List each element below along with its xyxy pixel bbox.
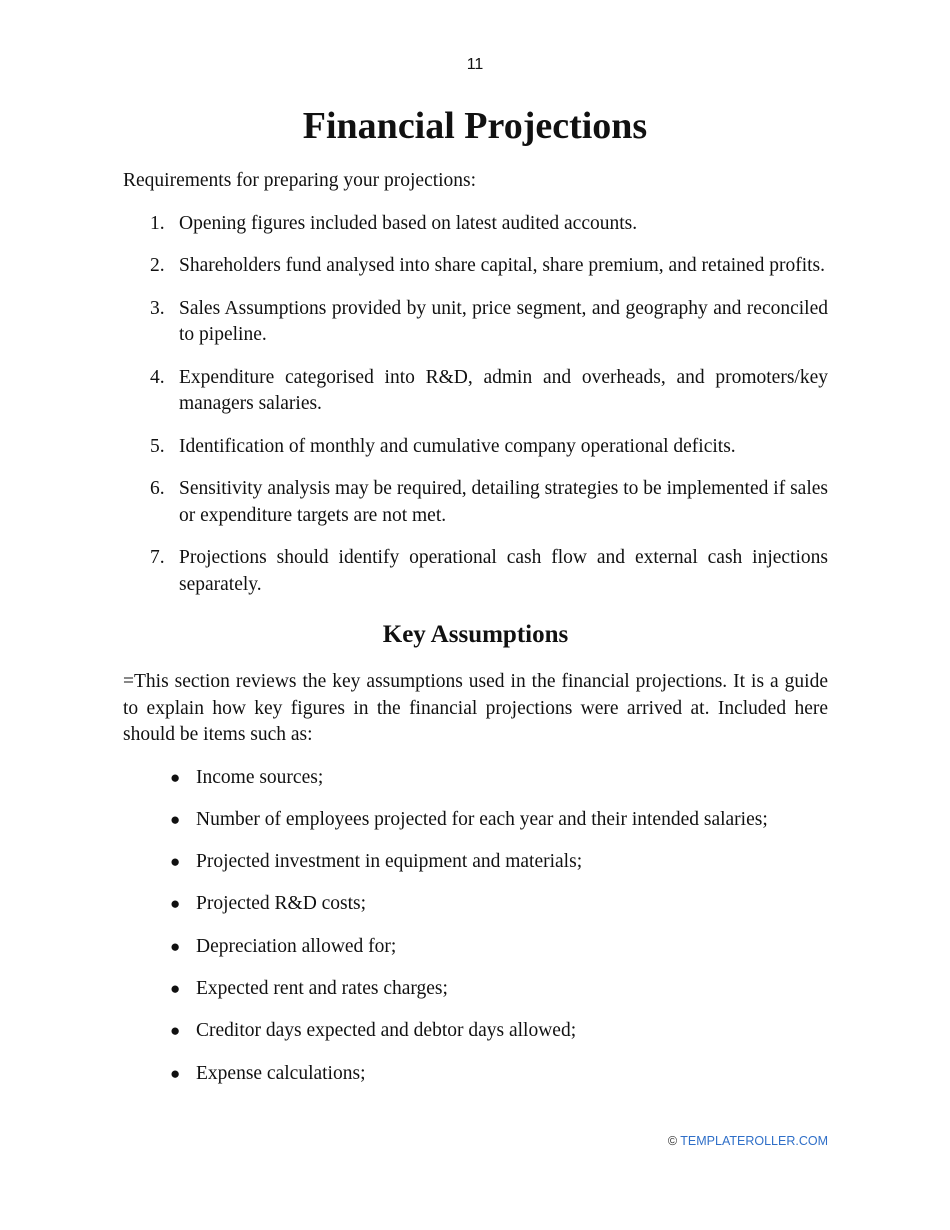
assumption-item [123,1018,828,1045]
footer-credit [668,1133,828,1149]
requirement-item [123,211,828,238]
bullet-icon: ● [170,1021,181,1041]
requirement-text: Sensitivity analysis may be required, detailing strategies to be implemented if sales or expenditure targets are not met. [179,478,828,526]
requirement-item [123,545,828,598]
assumption-text: Expense calculations; [196,1062,366,1084]
copyright-symbol: © [667,1134,678,1148]
assumption-item [123,934,828,961]
assumption-item [123,849,828,876]
requirement-item [123,365,828,418]
requirement-number: 2. [150,255,165,276]
requirement-number: 3. [150,297,165,319]
assumption-item [123,807,828,834]
bullet-icon: ● [170,978,181,998]
assumption-item [123,976,828,1003]
assumption-item [123,891,828,918]
page-number: 11 [466,56,484,73]
document-body [123,168,828,1103]
bullet-icon: ● [170,767,181,787]
bullet-icon: ● [170,852,181,872]
requirements-list [123,211,828,599]
requirement-text: Shareholders fund analysed into share capital, share premium, and retained profits. [179,255,825,276]
bullet-icon: ● [170,894,181,914]
page-title: Financial Projections [302,105,648,147]
assumption-item [123,765,828,792]
requirement-number: 6. [150,478,165,499]
assumption-text: Expected rent and rates charges; [196,977,448,999]
assumption-text: Projected R&D costs; [196,893,367,915]
assumption-item [123,1061,828,1088]
requirement-number: 1. [150,212,165,234]
requirement-number: 7. [150,547,165,568]
requirement-text: Expenditure categorised into R&D, admin and overheads, and promoters/key managers salaries. [179,366,828,414]
assumption-text: Projected investment in equipment and materials; [196,851,583,873]
bullet-icon: ● [170,809,181,829]
requirement-text: Identification of monthly and cumulative company operational deficits. [179,435,736,457]
assumption-text: Creditor days expected and debtor days allowed; [196,1020,577,1042]
key-assumptions-paragraph: =This section reviews the key assumptions used in the financial projections. It is a guide to explain how key figures in the financial projections were arrived at. Included here should be items such as: [123,671,828,745]
assumption-text: Number of employees projected for each year and their intended salaries; [196,808,768,830]
assumption-text: Depreciation allowed for; [196,935,397,957]
key-assumptions-heading: Key Assumptions [382,621,569,648]
requirement-text: Projections should identify operational cash flow and external cash injections separately. [179,547,828,595]
requirement-number: 4. [150,366,165,388]
assumptions-list [123,765,828,1088]
requirement-item [123,476,828,529]
requirement-item [123,296,828,349]
requirement-item [123,253,828,280]
bullet-icon: ● [170,936,181,956]
assumption-text: Income sources; [196,766,324,788]
requirement-text: Sales Assumptions provided by unit, price segment, and geography and reconciled to pipeline. [179,297,828,345]
requirement-number: 5. [150,435,165,457]
templateroller-link[interactable]: TEMPLATEROLLER.COM [680,1134,828,1148]
requirement-item [123,434,828,461]
bullet-icon: ● [170,1063,181,1083]
requirements-intro: Requirements for preparing your projections: [123,170,477,191]
requirement-text: Opening figures included based on latest audited accounts. [179,212,638,234]
